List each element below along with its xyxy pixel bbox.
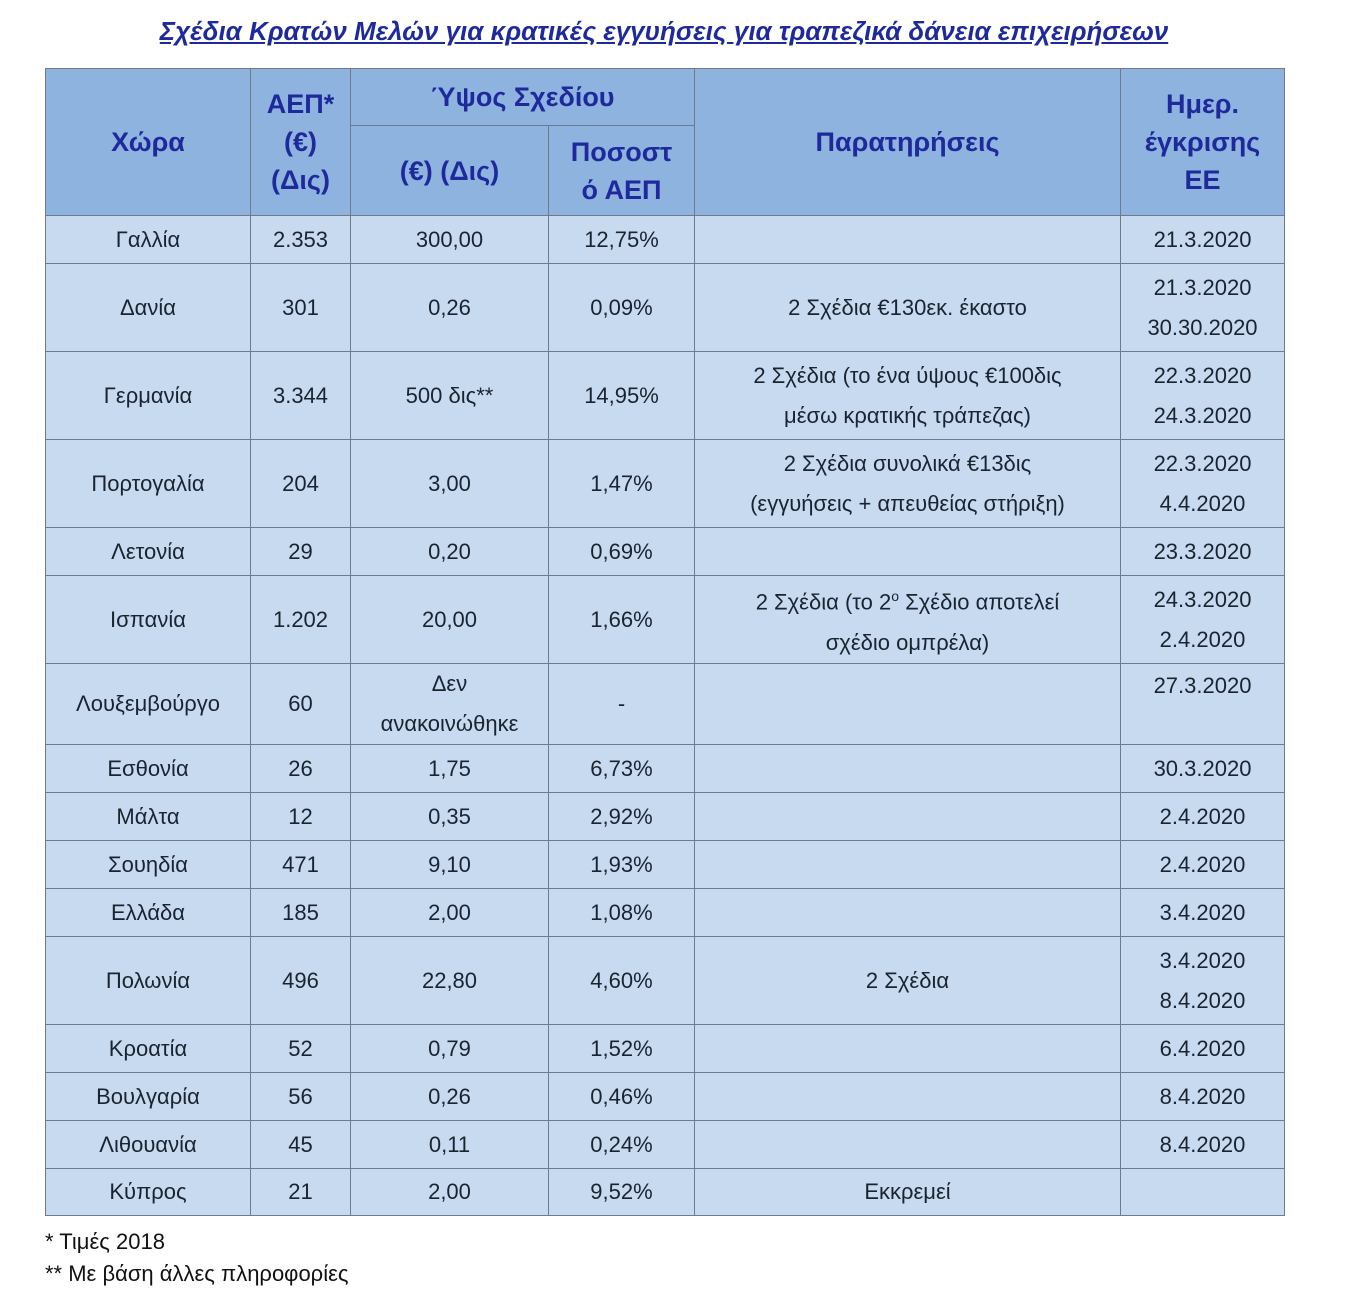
cell-country: Λιθουανία <box>46 1121 251 1169</box>
cell-country: Μάλτα <box>46 793 251 841</box>
cell-remarks: 2 Σχέδια (το $2^o$ Σχέδιο αποτελεί σχέδιο ομπρέλα) <box>695 576 1121 664</box>
cell-country: Κύπρος <box>46 1169 251 1216</box>
cell-date: 21.3.2020 <box>1121 216 1285 264</box>
cell-pct: 1,08% <box>549 889 695 937</box>
cell-pct: 0,09% <box>549 264 695 352</box>
cell-gdp: 26 <box>251 745 351 793</box>
cell-date: 2.4.2020 <box>1121 841 1285 889</box>
cell-remarks <box>695 1025 1121 1073</box>
cell-remarks: 2 Σχέδια (το ένα ύψους €100δις μέσω κρατικής τράπεζας) <box>695 352 1121 440</box>
cell-remarks: 2 Σχέδια <box>695 937 1121 1025</box>
cell-date: 22.3.2020 24.3.2020 <box>1121 352 1285 440</box>
cell-remarks <box>695 793 1121 841</box>
table-row <box>46 352 1285 440</box>
cell-amount: 0,26 <box>351 1073 549 1121</box>
cell-gdp: 56 <box>251 1073 351 1121</box>
cell-gdp: 301 <box>251 264 351 352</box>
cell-gdp: 471 <box>251 841 351 889</box>
cell-amount: 0,11 <box>351 1121 549 1169</box>
cell-date <box>1121 1169 1285 1216</box>
header-gdp: ΑΕΠ* (€) (Δις) <box>251 69 351 216</box>
cell-gdp: 3.344 <box>251 352 351 440</box>
footnote-other-sources: ** Με βάση άλλες πληροφορίες <box>45 1261 349 1286</box>
cell-gdp: 1.202 <box>251 576 351 664</box>
cell-pct: 12,75% <box>549 216 695 264</box>
cell-date: 8.4.2020 <box>1121 1073 1285 1121</box>
cell-date: 3.4.2020 8.4.2020 <box>1121 937 1285 1025</box>
cell-gdp: 21 <box>251 1169 351 1216</box>
cell-pct: 14,95% <box>549 352 695 440</box>
table-row <box>46 216 1285 264</box>
table-row <box>46 576 1285 664</box>
cell-remarks <box>695 1121 1121 1169</box>
table-row <box>46 1169 1285 1216</box>
page-title: Σχέδια Κρατών Μελών για κρατικές εγγυήσεις για τραπεζικά δάνεια επιχειρήσεων <box>159 16 1169 46</box>
cell-remarks <box>695 745 1121 793</box>
cell-date: 30.3.2020 <box>1121 745 1285 793</box>
cell-remarks <box>695 664 1121 745</box>
cell-country: Εσθονία <box>46 745 251 793</box>
cell-country: Γαλλία <box>46 216 251 264</box>
cell-remarks <box>695 889 1121 937</box>
cell-country: Ελλάδα <box>46 889 251 937</box>
cell-country: Πολωνία <box>46 937 251 1025</box>
cell-amount: 0,79 <box>351 1025 549 1073</box>
cell-pct: 0,46% <box>549 1073 695 1121</box>
cell-amount: Δεν ανακοινώθηκε <box>351 664 549 745</box>
table-row <box>46 1121 1285 1169</box>
cell-remarks <box>695 216 1121 264</box>
cell-date: 21.3.2020 30.30.2020 <box>1121 264 1285 352</box>
header-remarks: Παρατηρήσεις <box>695 69 1121 216</box>
cell-remarks <box>695 1073 1121 1121</box>
cell-amount: 20,00 <box>351 576 549 664</box>
cell-pct: 1,52% <box>549 1025 695 1073</box>
table-row <box>46 793 1285 841</box>
cell-country: Γερμανία <box>46 352 251 440</box>
cell-pct: 1,93% <box>549 841 695 889</box>
cell-amount: 2,00 <box>351 889 549 937</box>
cell-pct: 4,60% <box>549 937 695 1025</box>
cell-date: 27.3.2020 <box>1121 664 1285 745</box>
cell-remarks: 2 Σχέδια €130εκ. έκαστο <box>695 264 1121 352</box>
cell-gdp: 496 <box>251 937 351 1025</box>
cell-amount: 2,00 <box>351 1169 549 1216</box>
cell-pct: 2,92% <box>549 793 695 841</box>
header-approval-date: Ημερ. έγκρισης ΕΕ <box>1121 69 1285 216</box>
cell-amount: 9,10 <box>351 841 549 889</box>
cell-remarks: 2 Σχέδια συνολικά €13δις (εγγυήσεις + απευθείας στήριξη) <box>695 440 1121 528</box>
header-country: Χώρα <box>46 69 251 216</box>
cell-amount: 3,00 <box>351 440 549 528</box>
cell-gdp: 2.353 <box>251 216 351 264</box>
cell-country: Κροατία <box>46 1025 251 1073</box>
cell-date: 8.4.2020 <box>1121 1121 1285 1169</box>
cell-remarks <box>695 528 1121 576</box>
cell-gdp: 204 <box>251 440 351 528</box>
cell-gdp: 45 <box>251 1121 351 1169</box>
cell-pct: 6,73% <box>549 745 695 793</box>
table-row <box>46 440 1285 528</box>
guarantee-plans-table <box>45 68 1285 1216</box>
table-row <box>46 745 1285 793</box>
cell-amount: 1,75 <box>351 745 549 793</box>
cell-date: 24.3.2020 2.4.2020 <box>1121 576 1285 664</box>
table-row <box>46 841 1285 889</box>
footnotes <box>45 1226 349 1290</box>
cell-country: Βουλγαρία <box>46 1073 251 1121</box>
cell-pct: 0,69% <box>549 528 695 576</box>
cell-amount: 500 δις** <box>351 352 549 440</box>
cell-remarks <box>695 841 1121 889</box>
table-row <box>46 264 1285 352</box>
cell-remarks: Εκκρεμεί <box>695 1169 1121 1216</box>
header-plan-amount: (€) (Δις) <box>351 126 549 216</box>
cell-date: 2.4.2020 <box>1121 793 1285 841</box>
cell-date: 3.4.2020 <box>1121 889 1285 937</box>
header-plan-pct: Ποσοστ ό ΑΕΠ <box>549 126 695 216</box>
cell-gdp: 52 <box>251 1025 351 1073</box>
table-row <box>46 889 1285 937</box>
cell-amount: 0,35 <box>351 793 549 841</box>
cell-amount: 0,20 <box>351 528 549 576</box>
cell-gdp: 12 <box>251 793 351 841</box>
cell-gdp: 185 <box>251 889 351 937</box>
cell-pct: - <box>549 664 695 745</box>
cell-pct: 9,52% <box>549 1169 695 1216</box>
header-plan-size: Ύψος Σχεδίου <box>351 69 695 126</box>
cell-gdp: 60 <box>251 664 351 745</box>
cell-date: 6.4.2020 <box>1121 1025 1285 1073</box>
table-row <box>46 664 1285 745</box>
cell-pct: 1,47% <box>549 440 695 528</box>
table-row <box>46 1073 1285 1121</box>
cell-country: Ισπανία <box>46 576 251 664</box>
cell-pct: 0,24% <box>549 1121 695 1169</box>
cell-gdp: 29 <box>251 528 351 576</box>
cell-date: 22.3.2020 4.4.2020 <box>1121 440 1285 528</box>
cell-country: Λουξεμβούργο <box>46 664 251 745</box>
cell-country: Πορτογαλία <box>46 440 251 528</box>
cell-country: Σουηδία <box>46 841 251 889</box>
cell-date: 23.3.2020 <box>1121 528 1285 576</box>
footnote-gdp-year: * Τιμές 2018 <box>45 1229 165 1254</box>
cell-country: Λετονία <box>46 528 251 576</box>
cell-country: Δανία <box>46 264 251 352</box>
table-row <box>46 937 1285 1025</box>
table-row <box>46 528 1285 576</box>
cell-amount: 300,00 <box>351 216 549 264</box>
cell-amount: 0,26 <box>351 264 549 352</box>
cell-pct: 1,66% <box>549 576 695 664</box>
table-row <box>46 1025 1285 1073</box>
cell-amount: 22,80 <box>351 937 549 1025</box>
